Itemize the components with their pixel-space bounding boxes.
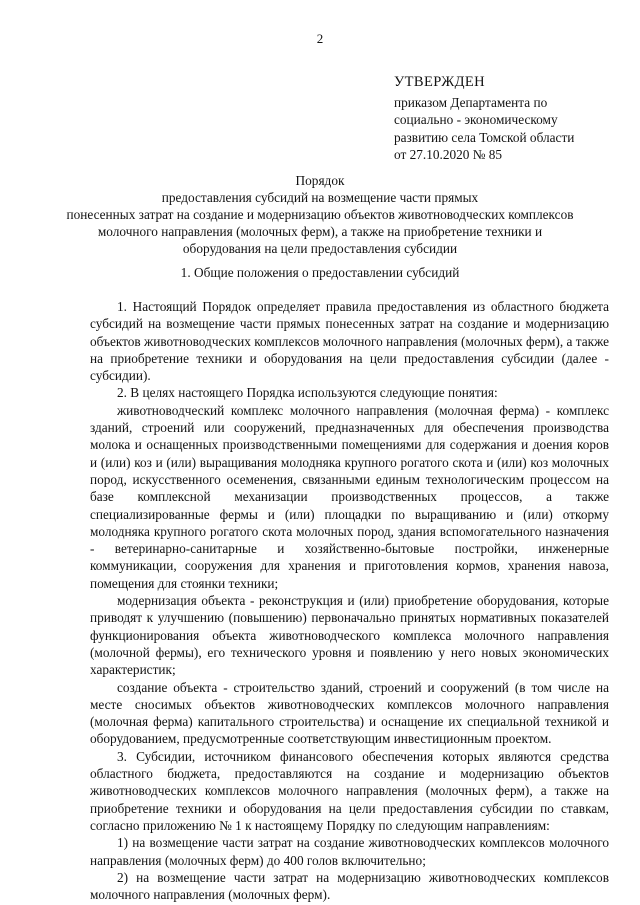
- page-number: 2: [316, 31, 324, 46]
- paragraph: 3. Субсидии, источником финансового обеспечения которых являются средства областного бюджета, предоставляются на создание и модернизацию объектов животноводческих комплексов молочного направления (молочных ферм), а также на приобретение техники и оборудования на цели предоставления субсидии по ставкам, согласно приложению № 1 к настоящему Порядку по следующим направлениям:: [90, 748, 609, 833]
- paragraph: создание объекта - строительство зданий, строений и сооружений (в том числе на месте сносимых объектов животноводческих комплексов молочного направления (молочная ферма) капитального строительства) и оснащение их специальной техникой и оборудованием, предусмотренные соответствующим инвестиционным проектом.: [90, 679, 609, 747]
- approval-line: развитию села Томской области: [394, 129, 575, 145]
- document-body: [90, 298, 609, 903]
- approval-line: от 27.10.2020 № 85: [394, 147, 503, 162]
- section-heading: 1. Общие положения о предоставлении субсидий: [180, 265, 460, 280]
- approval-block: [394, 74, 634, 164]
- approval-line: приказом Департамента по: [394, 94, 548, 110]
- title-line: молочного направления (молочных ферм), а также на приобретение техники и: [97, 224, 543, 239]
- paragraph: 2. В целях настоящего Порядка используются следующие понятия:: [117, 385, 498, 401]
- title-line: оборудования на цели предоставления субсидии: [182, 241, 458, 256]
- paragraph: 1. Настоящий Порядок определяет правила предоставления из областного бюджета субсидий на возмещение части прямых понесенных затрат на создание и модернизацию объектов животноводческих комплексов молочного направления (молочных ферм), а также на приобретение техники и оборудования на цели предоставления субсидии (далее - субсидии).: [90, 299, 609, 384]
- title-line: предоставления субсидий на возмещение части прямых: [161, 190, 479, 205]
- approval-heading: УТВЕРЖДЕН: [394, 74, 486, 90]
- approval-line: социально - экономическому: [394, 112, 558, 127]
- title-line: Порядок: [295, 173, 345, 188]
- title-line: понесенных затрат на создание и модернизацию объектов животноводческих комплексов: [66, 207, 574, 222]
- paragraph: 2) на возмещение части затрат на модернизацию животноводческих комплексов молочного направления (молочных ферм).: [90, 869, 609, 903]
- document-title: [40, 172, 600, 257]
- paragraph: модернизация объекта - реконструкция и (или) приобретение оборудования, которые приводят к улучшению (повышению) первоначально принятых нормативных показателей функционирования объекта животноводческого комплекса молочного направления (молочной фермы), его технического уровня и появлению у него новых экономических характеристик;: [90, 593, 609, 678]
- paragraph: 1) на возмещение части затрат на создание животноводческих комплексов молочного направления (молочных ферм) до 400 голов включительно;: [90, 835, 609, 868]
- paragraph: животноводческий комплекс молочного направления (молочная ферма) - комплекс зданий, строений или сооружений, предназначенных для обеспечения производства молока и оснащенных производственными помещениями для содержания и доения коров и (или) коз и (или) выращивания молодняка крупного рогатого скота и (или) коз молочных пород, искусственного осеменения, связанными единым технологическим процессом на базе комплексной механизации производственных процессов, а также специализированные фермы и (или) площадки по выращиванию и (или) откорму молодняка крупного рогатого скота молочных пород, здания вспомогательного назначения - ветеринарно-санитарные и хозяйственно-бытовые постройки, инженерные коммуникации, сооружения для хранения и приготовления кормов, хранения навоза, помещения для стоянки техники;: [90, 402, 609, 591]
